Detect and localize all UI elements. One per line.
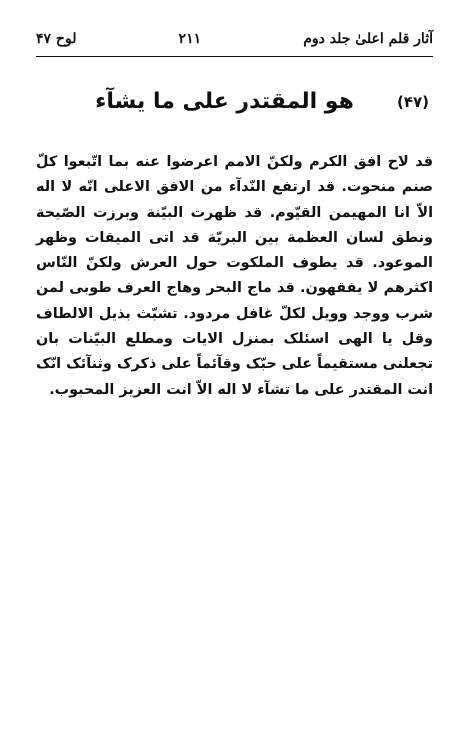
header-rule [36, 56, 433, 57]
tablet-number: (۴۷) [396, 93, 429, 111]
page-number: ۲۱۱ [178, 31, 202, 47]
book-title: آثار قلم اعلیٰ جلد دوم [303, 31, 433, 47]
tablet-heading [36, 86, 433, 120]
running-header [36, 28, 433, 50]
tablet-reference: لوح ۴۷ [36, 31, 77, 47]
tablet-body-text: قد لاح افق الکرم ولکنّ الامم اعرضوا عنه بما اتّبعوا کلّ صنم منحوت. قد ارتفع النّدآء من الافق الاعلی انّه لا اله الاّ انا المهیمن القیّوم. قد ظهرت البیّنة وبرزت الصّیحة ونطق لسان العظمة بین البریّة قد اتی المیقات وظهر الموعود. قد یطوف الملکوت حول العرش ولکنّ النّاس اکثرهم لا یفقهون. قد ماج البحر وهاج العرف طوبی لمن شرب ووجد وویل لکلّ غافل مردود. تشبّث بذیل الالطاف وقل یا الهی اسئلک بمنزل الایات ومطلع البیّنات بان تجعلنی مستقیماً علی حبّک وقآئماً علی ذکرک وثنآئک انّک انت المقتدر علی ما تشآء لا اله الاّ انت العزیز المحبوب. [35, 154, 433, 398]
tablet-title: هو المقتدر علی ما یشآء [95, 89, 354, 114]
